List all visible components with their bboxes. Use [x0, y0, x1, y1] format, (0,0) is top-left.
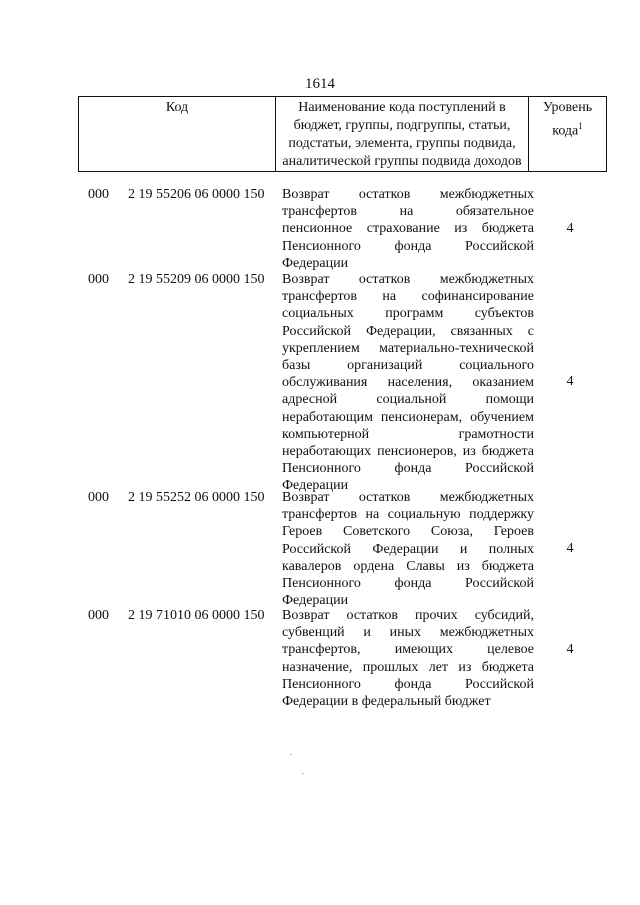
- header-name-line: аналитической группы подвида доходов: [282, 154, 522, 169]
- row-description-line: кавалеров ордена Славы из бюджета: [282, 558, 534, 574]
- row-description-line: неработающим пенсионерам, обучением: [282, 409, 534, 425]
- row-description-line: Пенсионного фонда Российской: [282, 238, 534, 254]
- row-description-line: обслуживания населения, оказанием: [282, 375, 534, 391]
- row-level: 4: [566, 541, 574, 556]
- row-description-line: адресной социальной помощи: [282, 392, 534, 408]
- row-description-line: трансфертов на обязательное: [282, 204, 534, 220]
- row-description-line: неработающих пенсионеров, из бюджета: [282, 444, 534, 460]
- row-description-line: субвенций и иных межбюджетных: [282, 625, 534, 641]
- header-name-line: подстатьи, элемента, группы подвида,: [288, 136, 516, 151]
- header-code-cell: [79, 97, 276, 172]
- page-number: 1614: [305, 76, 335, 92]
- row-description-line: Федерации: [282, 593, 349, 609]
- row-description: [282, 607, 534, 710]
- row-description-line: Пенсионного фонда Российской: [282, 676, 534, 692]
- row-description-line: Федерации в федеральный бюджет: [282, 694, 491, 710]
- row-description-line: социальных программ субъектов: [282, 306, 534, 322]
- row-revenue-code: 2 19 55252 06 0000 150: [128, 490, 265, 505]
- row-level: 4: [566, 642, 574, 657]
- row-level: 4: [566, 221, 574, 236]
- scan-speck: [302, 773, 304, 774]
- row-description: [282, 489, 534, 609]
- header-name-line: Наименование кода поступлений в: [298, 100, 506, 115]
- table-header: [78, 96, 607, 172]
- row-description-line: трансфертов, имеющих целевое: [282, 642, 534, 658]
- row-description-line: Российской Федерации и полных: [282, 541, 534, 557]
- row-description: [282, 186, 534, 272]
- row-description-line: Федерации: [282, 255, 349, 271]
- row-revenue-code: 2 19 71010 06 0000 150: [128, 608, 265, 623]
- header-level-line: Уровень: [542, 100, 593, 115]
- row-description: [282, 271, 534, 495]
- header-code-label: Код: [165, 100, 189, 115]
- row-description-line: Пенсионного фонда Российской: [282, 576, 534, 592]
- row-description-line: трансфертов на софинансирование: [282, 289, 534, 305]
- row-description-line: Возврат остатков межбюджетных: [282, 187, 534, 202]
- row-description-line: базы организаций социального: [282, 358, 534, 374]
- header-level-footnote: 1: [578, 121, 583, 131]
- row-revenue-code: 2 19 55209 06 0000 150: [128, 272, 265, 287]
- row-description-line: Российской Федерации, связанных с: [282, 323, 534, 339]
- row-description-line: Возврат остатков межбюджетных: [282, 490, 534, 505]
- row-admin-code: 000: [88, 490, 109, 505]
- row-admin-code: 000: [88, 608, 109, 623]
- header-name-cell: [276, 97, 529, 172]
- scan-speck: [290, 754, 292, 755]
- row-description-line: Федерации: [282, 478, 349, 494]
- row-admin-code: 000: [88, 272, 109, 287]
- row-description-line: Возврат остатков межбюджетных: [282, 272, 534, 287]
- row-description-line: укреплением материально-технической: [282, 340, 534, 356]
- row-description-line: Возврат остатков прочих субсидий,: [282, 608, 534, 623]
- row-admin-code: 000: [88, 187, 109, 202]
- header-level-cell: [529, 97, 607, 172]
- row-description-line: Пенсионного фонда Российской: [282, 461, 534, 477]
- row-description-line: назначение, прошлых лет из бюджета: [282, 659, 534, 675]
- row-description-line: компьютерной грамотности: [282, 426, 534, 442]
- row-description-line: Героев Советского Союза, Героев: [282, 524, 534, 540]
- row-level: 4: [566, 374, 574, 389]
- header-name-line: бюджет, группы, подгруппы, статьи,: [293, 118, 511, 133]
- row-description-line: трансфертов на социальную поддержку: [282, 507, 534, 523]
- row-description-line: пенсионное страхование из бюджета: [282, 221, 534, 237]
- row-revenue-code: 2 19 55206 06 0000 150: [128, 187, 265, 202]
- header-level-line: кода: [552, 123, 579, 139]
